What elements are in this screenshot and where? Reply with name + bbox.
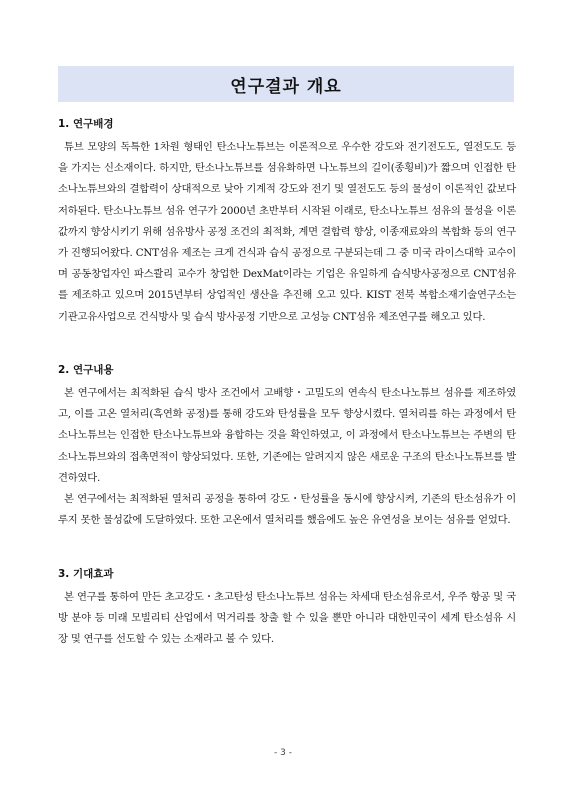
section-heading: 2. 연구내용 <box>58 364 114 376</box>
title-banner <box>58 66 514 102</box>
page-number: - 3 - <box>274 748 292 758</box>
section-heading: 1. 연구배경 <box>58 118 114 130</box>
section-paragraph: 본 연구에서는 최적화된 습식 방사 조건에서 고배향・고밀도의 연속식 탄소나노튜브 섬유를 제조하였고, 이를 고온 열처리(흑연화 공정)를 통해 강도와 탄성률을 모두 향상시켰다. 열처리를 하는 과정에서 탄소나노튜브는 인접한 탄소나노튜브와 융합하는 것을 확인하였고, 이 과정에서 탄소나노튜브는 주변의 탄소나노튜브와의 접촉면적이 향상되었다. 또한, 기존에는 알려지지 않은 새로운 구조의 탄소나노튜브를 발견하였다. <box>58 387 516 484</box>
section-heading: 3. 기대효과 <box>58 568 114 580</box>
section-background <box>58 116 516 328</box>
section-paragraph: 튜브 모양의 독특한 1차원 형태인 탄소나노튜브는 이론적으로 우수한 강도와 전기전도도, 열전도도 등을 가지는 신소재이다. 하지만, 탄소나노튜브를 섬유화하면 나노튜브의 길이(종횡비)가 짧으며 인접한 탄소나노튜브와의 결합력이 상대적으로 낮아 기계적 강도와 전기 및 열전도도 등의 물성이 이론적인 값보다 저하된다. 탄소나노튜브 섬유 연구가 2000년 초반부터 시작된 이래로, 탄소나노튜브 섬유의 물성을 이론값까지 향상시키기 위해 섬유방사 공정 조건의 최적화, 계면 결합력 향상, 이종재료와의 복합화 등의 연구가 진행되어왔다. CNT섬유 제조는 크게 건식과 습식 공정으로 구분되는데 그 중 미국 라이스대학 교수이며 공동창업자인 파스콸리 교수가 창업한 DexMat이라는 기업은 유일하게 습식방사공정으로 CNT섬유를 제조하고 있으며 2015년부터 상업적인 생산을 추진해 오고 있다. KIST 전북 복합소재기술연구소는 기관고유사업으로 건식방사 및 습식 방사공정 기반으로 고성능 CNT섬유 제조연구를 해오고 있다. <box>58 141 516 323</box>
section-paragraph: 본 연구를 통하여 만든 초고강도・초고탄성 탄소나노튜브 섬유는 차세대 탄소섬유로서, 우주 항공 및 국방 분야 등 미래 모빌리티 산업에서 먹거리를 창출 할 수 있을 뿐만 아니라 대한민국이 세계 탄소섬유 시장 및 연구를 선도할 수 있는 소재라고 볼 수 있다. <box>58 591 516 646</box>
section-expected-effects <box>58 566 516 651</box>
section-paragraph: 본 연구에서는 최적화된 열처리 공정을 통하여 강도・탄성률을 동시에 향상시켜, 기존의 탄소섬유가 이루지 못한 물성값에 도달하였다. 또한 고온에서 열처리를 했음에도 높은 유연성을 보이는 섬유를 얻었다. <box>58 493 516 527</box>
page-title: 연구결과 개요 <box>230 76 342 97</box>
section-content <box>58 362 516 531</box>
